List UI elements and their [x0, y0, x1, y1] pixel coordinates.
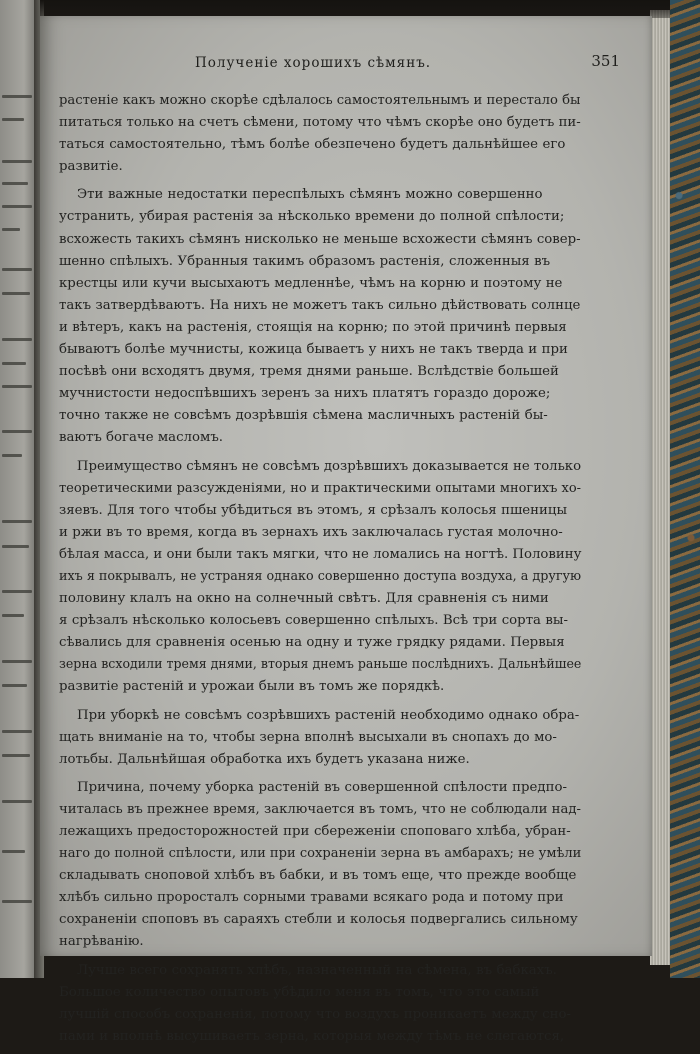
text-line: нагрѣванію. — [59, 934, 144, 950]
text-line: сохраненіи споповъ въ сараяхъ стебли и колосья подвергались сильному — [59, 912, 578, 928]
text-line: посѣвѣ они всходятъ двумя, тремя днями раньше. Вслѣдствіе большей — [59, 364, 559, 380]
running-head: Полученіе хорошихъ сѣмянъ. — [195, 55, 432, 71]
page-header — [150, 52, 620, 76]
text-line: точно также не совсѣмъ дозрѣвшія сѣмена масличныхъ растеній бы- — [59, 408, 548, 424]
text-line: зяевъ. Для того чтобы убѣдиться въ этомъ, я срѣзалъ колосья пшеницы — [59, 502, 568, 518]
text-line: Причина, почему уборка растеній въ совершенной спѣлости предпо- — [77, 779, 567, 795]
text-line: щать вниманіе на то, чтобы зерна вполнѣ высыхали въ снопахъ до мо- — [59, 729, 557, 745]
text-line: мучнистости недоспѣвшихъ зеренъ за нихъ платятъ гораздо дороже; — [59, 386, 551, 402]
text-line: складывать сноповой хлѣбъ въ бабки, и въ томъ еще, что прежде вообще — [59, 868, 577, 884]
text-line: развитіе. — [59, 159, 123, 175]
text-line: Лучше всего сохранять хлѣбъ, назначенный на сѣмена, въ бабкахъ. — [77, 962, 557, 978]
paragraph — [59, 456, 582, 699]
text-line: Преимущество сѣмянъ не совсѣмъ дозрѣвшихъ доказывается не только — [76, 458, 582, 474]
text-line: лучшій способъ сохраненія, потому что воздухъ проникаетъ между сно- — [59, 1006, 571, 1022]
text-line: теоретическими разсужденіями, но и практическими опытами многихъ хо- — [59, 480, 582, 496]
text-line: питаться только на счетъ сѣмени, потому что чѣмъ скорѣе оно будетъ пи- — [59, 115, 581, 131]
text-line: пами и вполнѣ высушиваетъ зерна, которыя между тѣмъ не слегаются, — [59, 1028, 565, 1044]
marbled-cover — [670, 0, 700, 978]
paragraph — [59, 777, 582, 954]
text-line: шенно спѣлыхъ. Убранныя такимъ образомъ растенія, сложенныя въ — [59, 253, 551, 269]
paragraph — [59, 960, 579, 1048]
text-line: устранить, убирая растенія за нѣсколько времени до полной спѣлости; — [59, 209, 565, 225]
text-line: При уборкѣ не совсѣмъ созрѣвшихъ растеній необходимо однако обра- — [77, 707, 580, 723]
paragraph — [59, 705, 579, 771]
page-block-edge — [650, 10, 672, 965]
text-line: бѣлая масса, и они были такъ мягки, что не ломались на ногтѣ. Половину — [59, 546, 582, 562]
text-line: и ржи въ то время, когда въ зернахъ ихъ заключалась густая молочно- — [59, 524, 563, 540]
text-line: такъ затвердѣваютъ. На нихъ не можетъ такъ сильно дѣйствовать солнце — [59, 297, 581, 313]
page-number: 351 — [591, 52, 620, 70]
text-line: наго до полной спѣлости, или при сохраненіи зерна въ амбарахъ; не умѣли — [59, 846, 582, 862]
text-line: крестцы или кучи высыхаютъ медленнѣе, чѣмъ на корню и поэтому не — [59, 275, 563, 291]
text-line: Эти важные недостатки переспѣлыхъ сѣмянъ можно совершенно — [77, 187, 543, 203]
text-line: сѣвались для сравненія осенью на одну и туже грядку рядами. Первыя — [59, 635, 565, 651]
text-line: зерна всходили тремя днями, вторыя днемъ раньше послѣднихъ. Дальнѣйшее — [59, 657, 582, 673]
paragraph — [59, 184, 579, 449]
text-line: растеніе какъ можно скорѣе сдѣлалось самостоятельнымъ и перестало бы — [59, 93, 581, 108]
body-text — [59, 90, 582, 1054]
text-line: всхожесть такихъ сѣмянъ нисколько не меньше всхожести сѣмянъ совер- — [59, 231, 581, 247]
text-line: лотьбы. Дальнѣйшая обработка ихъ будетъ указана ниже. — [59, 751, 470, 767]
paragraph — [59, 90, 579, 178]
text-line: я срѣзалъ нѣсколько колосьевъ совершенно спѣлыхъ. Всѣ три сорта вы- — [59, 613, 568, 629]
text-line: ваютъ богаче масломъ. — [59, 430, 224, 446]
text-line: половину клалъ на окно на солнечный свѣтъ. Для сравненія съ ними — [59, 591, 549, 607]
text-line: лежащихъ предосторожностей при сбереженіи споповаго хлѣба, убран- — [59, 824, 571, 839]
text-line: ихъ я покрывалъ, не устраняя однако совершенно доступа воздуха, а другую — [59, 568, 582, 584]
text-line: читалась въ прежнее время, заключается въ томъ, что не соблюдали над- — [59, 801, 582, 817]
text-line: хлѣбъ сильно проросталъ сорными травами всякаго рода и потому при — [59, 890, 564, 906]
text-line: и вѣтеръ, какъ на растенія, стоящія на корню; по этой причинѣ первыя — [59, 319, 567, 335]
text-line: Большое количество опытовъ убѣдило меня въ томъ, что это самый — [59, 984, 540, 1000]
text-line: развитіе растеній и урожаи были въ томъ же порядкѣ. — [59, 679, 445, 695]
text-line: таться самостоятельно, тѣмъ болѣе обезпечено будетъ дальнѣйшее его — [59, 137, 566, 153]
text-line: бываютъ болѣе мучнисты, кожица бываетъ у нихъ не такъ тверда и при — [59, 342, 568, 358]
